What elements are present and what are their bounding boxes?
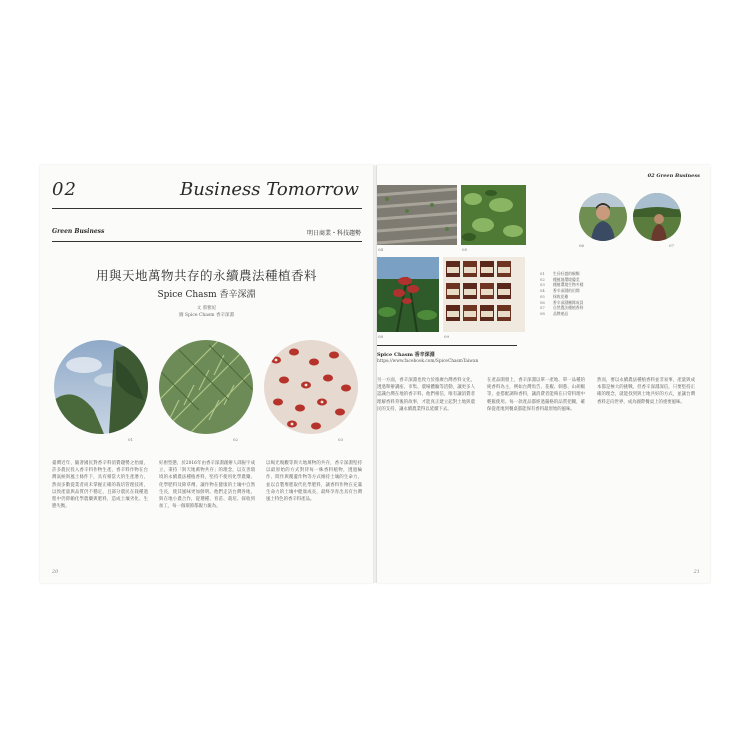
right-page xyxy=(377,165,710,583)
headline: 用與天地萬物共存的永續農法種植香料 xyxy=(95,268,317,283)
page-number-left: 20 xyxy=(52,569,59,575)
caption-06: 06 xyxy=(579,243,585,248)
facebook-link[interactable]: https://www.facebook.com/SpiceChasmTaiwan xyxy=(377,359,479,364)
photo-fern-leaves xyxy=(159,340,253,434)
photo-spice-jars xyxy=(443,257,525,332)
tag-en: Green Business xyxy=(52,228,105,235)
caption-09: 09 xyxy=(444,334,450,339)
section-number: 02 xyxy=(52,179,77,200)
running-header: 02 Green Business xyxy=(647,173,700,179)
legend-item: 07 自然農法種植香料 xyxy=(540,305,584,311)
caption-01: 01 xyxy=(128,437,134,442)
legend-item: 01 生長旺盛的椒類 xyxy=(540,271,580,276)
legend-item: 04 香辛深淵的田間 xyxy=(540,288,580,294)
legend-item: 03 種植環境生物多樣 xyxy=(540,282,584,288)
legend-item: 06 香辛深淵團隊成員 xyxy=(540,299,584,305)
photo-green-plants xyxy=(461,185,526,245)
facebook-rule xyxy=(377,345,517,346)
page-number-right: 21 xyxy=(693,569,700,575)
tag-zh: 明日商業・科技趨勢 xyxy=(306,230,361,237)
facebook-title: Spice Chasm 香辛深淵 xyxy=(377,352,435,358)
photo-tree-sky xyxy=(54,340,148,434)
subheader-rule xyxy=(52,241,362,242)
photo-red-peppercorns xyxy=(264,340,358,434)
caption-02: 02 xyxy=(233,437,239,442)
legend-item: 02 種植地環境優美 xyxy=(540,276,580,282)
photo-legend xyxy=(540,271,583,317)
subheadline: Spice Chasm 香辛深淵 xyxy=(157,290,256,300)
photo-farmer-woman xyxy=(579,193,627,241)
body-column-1: 臺灣近年，隨著國民對香辛料消費趨勢之抬頭，許多農民投入香辛料作物生產，香辛料作物在台灣氣候與風土條件下，具有相當大的生產潛力，然而多數從業者尚未掌握正確的栽培管理技術，以致產量與品質仍不穩定，且部分農民在栽種過程中仍仰賴化學農藥與肥料，造成土壤劣化、生態失衡。 xyxy=(52,461,148,510)
body-column-6: 然而，要以永續農法種植香料並非易事，產量與成本都是極大的挑戰。但香辛深淵深信，只要堅持正確的理念，就能找到與土地共好的方式，並讓台灣香料走向世界，成為國際餐桌上的重要風味。 xyxy=(597,378,695,405)
byline-writer: 文 蔡雅妃 xyxy=(196,306,217,311)
body-column-4: 另一方面，香辛深淵也致力於推廣台灣香料文化，透過舉辦講座、市集、農場體驗等活動，讓更多人認識台灣在地的香辛料。他們相信，唯有讓消費者理解香料背後的故事，才能真正建立起對土地與農民的支持，讓永續農業得以延續下去。 xyxy=(377,378,475,412)
caption-03: 03 xyxy=(338,437,344,442)
legend-item: 05 採收花椒 xyxy=(540,293,569,299)
magazine-spread xyxy=(40,165,710,583)
section-title: Business Tomorrow xyxy=(180,179,360,200)
caption-04: 04 xyxy=(378,247,384,252)
caption-08: 08 xyxy=(378,334,384,339)
caption-07: 07 xyxy=(669,243,675,248)
header-rule xyxy=(52,208,362,209)
photo-field-rows xyxy=(377,185,457,245)
photo-red-flowers xyxy=(377,257,439,332)
legend-item: 08 品牌產品 xyxy=(540,310,569,316)
body-column-5: 在產品開發上，香辛深淵以單一產地、單一品種的純香料為主，例如台灣馬告、花椒、刺蔥、山胡椒等，並搭配調和香料，讓消費者能夠在日常料理中輕鬆使用。每一款產品都經過嚴格的品質把關，確保從產地到餐桌都能保有香料最原始的風味。 xyxy=(487,378,585,412)
body-column-2: 好廚型態，於2016年由香辛深淵創辦人邱振宇成立，秉持「與天地萬物共存」的理念，以友善環境的永續農法種植香料，堅持不使用化學農藥、化學肥料及除草劑，讓作物在健康的土壤中自然生長，使其風味更加鮮明。他們走訪台灣各地，與在地小農合作，從選種、育苗、栽培、採收到加工，每一個環節都親力親為。 xyxy=(159,461,255,510)
left-page xyxy=(40,165,373,583)
body-column-3: 以喝光嗅觀等與大地萬物的共存，香辛深淵堅持以最原始的方式對待每一株香料植物，透過輪作、間作與覆蓋作物等方式維持土壤的生命力，並以自製堆肥取代化學肥料，讓香料作物在充滿生命力的土壤中健康成長，最終孕育出具有台灣風土特色的香辛料產品。 xyxy=(266,461,362,503)
byline-photo: 圖 Spice Chasm 香辛深淵 xyxy=(179,313,234,318)
photo-farmer-field xyxy=(633,193,681,241)
caption-05: 05 xyxy=(462,247,468,252)
